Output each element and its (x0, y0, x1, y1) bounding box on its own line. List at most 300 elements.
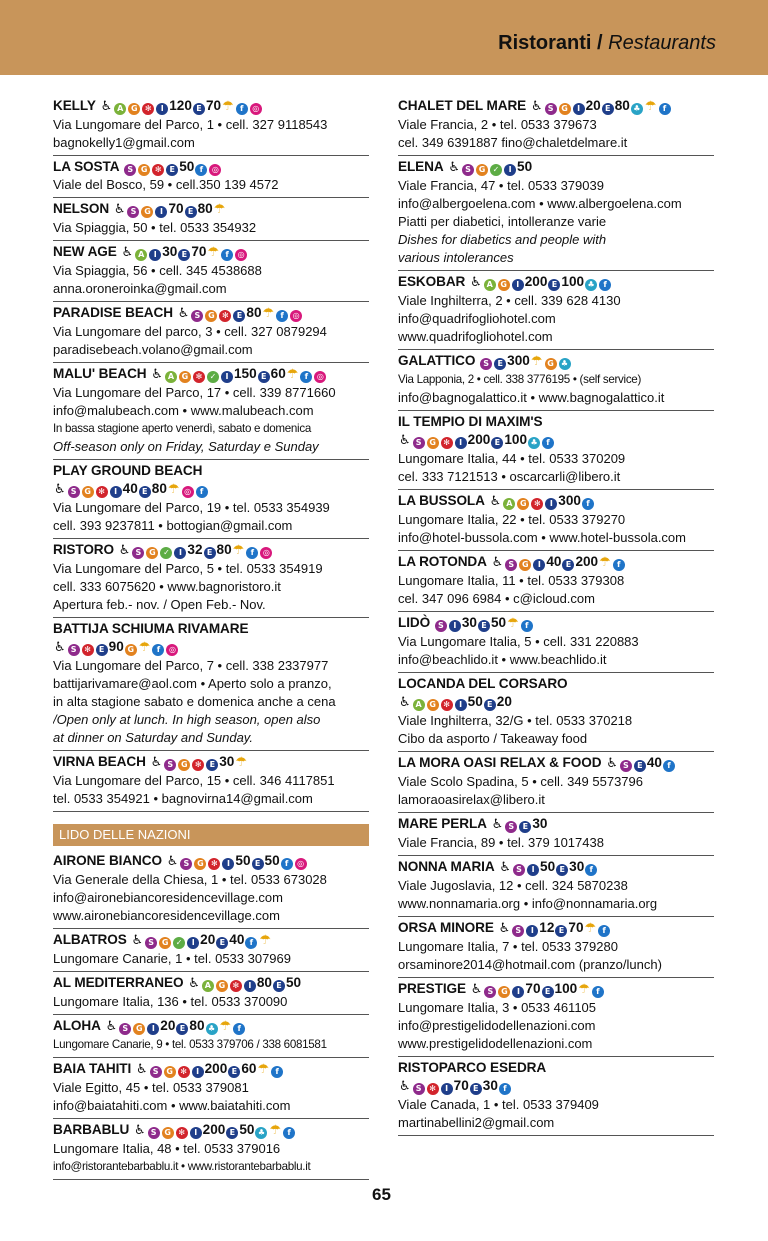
restaurant-detail-line: Via Lapponia, 2 • cell. 338 3776195 • (self service) (398, 373, 642, 386)
restaurant-detail-line: Viale del Bosco, 59 • cell.350 139 4572 (53, 177, 279, 192)
restaurant-name: KELLY (53, 98, 96, 113)
restaurant-detail-line: cel. 347 096 6984 • c@icloud.com (398, 591, 595, 606)
g-badge-icon: G (517, 498, 529, 510)
g-badge-icon: G (498, 986, 510, 998)
restaurant-detail-line: /Open only at lunch. In high season, open also (53, 712, 321, 727)
facebook-icon: f (246, 547, 258, 559)
wheelchair-icon: ♿ (135, 1062, 148, 1077)
restaurant-detail-line: Viale Francia, 2 • tel. 0533 379673 (398, 117, 597, 132)
umbrella-icon: ☂ (578, 982, 590, 997)
outdoor-seats-icon: E (470, 1083, 482, 1095)
restaurant-name-row (398, 675, 714, 693)
outdoor-seats-icon: E (273, 980, 285, 992)
seat-count: 20 (160, 1018, 176, 1033)
facebook-icon: f (281, 858, 293, 870)
umbrella-icon: ☂ (213, 202, 226, 217)
outdoor-seats-icon: E (634, 760, 646, 772)
facebook-icon: f (613, 559, 625, 571)
wheelchair-icon: ♿ (491, 817, 504, 832)
s-badge-icon: S (68, 486, 80, 498)
restaurant-detail-line: tel. 0533 354921 • bagnovirna14@gmail.com (53, 791, 313, 806)
restaurant-detail-line: Lungomare Italia, 48 • tel. 0533 379016 (53, 1141, 281, 1156)
wheelchair-icon: ♿ (470, 275, 482, 290)
restaurant-detail-line: Viale Inghilterra, 32/G • tel. 0533 370218 (398, 713, 633, 728)
restaurant-name-row (53, 1017, 369, 1036)
restaurant-name: BATTIJA SCHIUMA RIVAMARE (53, 621, 249, 636)
restaurant-name-row (53, 97, 369, 116)
wheelchair-icon: ♿ (134, 1123, 146, 1138)
restaurant-name-row (398, 858, 714, 877)
s-badge-icon: S (413, 437, 425, 449)
restaurant-detail-line: bagnokelly1@gmail.com (53, 135, 195, 150)
s-badge-icon: S (505, 821, 517, 833)
outdoor-seats-icon: E (548, 279, 560, 291)
restaurant-detail-line: Viale Francia, 47 • tel. 0533 379039 (398, 178, 604, 193)
restaurant-entry (398, 411, 714, 490)
restaurant-name-row (398, 614, 714, 633)
seat-count: 20 (200, 932, 216, 947)
restaurant-name-row (53, 852, 369, 871)
leaf-icon: ✓ (207, 371, 219, 383)
restaurant-name: PARADISE BEACH (53, 305, 173, 320)
facebook-icon: f (233, 1023, 245, 1035)
facebook-icon: f (245, 937, 257, 949)
wheelchair-icon: ♿ (151, 367, 163, 382)
seat-count: 80 (256, 975, 272, 990)
g-badge-icon: G (141, 206, 153, 218)
s-badge-icon: S (480, 358, 492, 370)
umbrella-icon: ☂ (644, 99, 657, 114)
restaurant-detail-line: Viale Francia, 89 • tel. 379 1017438 (398, 835, 604, 850)
umbrella-icon: ☂ (259, 933, 272, 948)
instagram-icon: ◎ (166, 644, 178, 656)
restaurant-name: NONNA MARIA (398, 859, 495, 874)
restaurant-detail-line: martinabellini2@gmail.com (398, 1115, 555, 1130)
indoor-seats-icon: I (155, 206, 167, 218)
restaurant-detail-line: Via Lungomare del Parco, 5 • tel. 0533 354919 (53, 561, 323, 576)
restaurant-entry (53, 751, 369, 812)
restaurant-name-row (398, 1059, 714, 1077)
umbrella-icon: ☂ (269, 1123, 282, 1138)
seat-count: 40 (122, 481, 138, 496)
restaurant-name-row (53, 462, 369, 480)
indoor-seats-icon: I (441, 1083, 453, 1095)
restaurant-detail-line: orsaminore2014@hotmail.com (pranzo/lunch) (398, 957, 662, 972)
indoor-seats-icon: I (455, 437, 467, 449)
s-badge-icon: S (484, 986, 496, 998)
pizza-icon: ✻ (82, 644, 94, 656)
s-badge-icon: S (148, 1127, 160, 1139)
g-badge-icon: G (138, 164, 150, 176)
restaurant-entry (53, 1015, 369, 1058)
seat-count: 60 (241, 1061, 257, 1076)
seat-count: 50 (490, 615, 507, 630)
facebook-icon: f (592, 986, 604, 998)
seat-count: 30 (532, 816, 548, 831)
sea-view-icon: ♣ (631, 103, 643, 115)
restaurant-detail-line: Cibo da asporto / Takeaway food (398, 731, 588, 746)
seat-count: 32 (187, 542, 203, 557)
seat-count: 80 (246, 305, 262, 320)
restaurant-name: IL TEMPIO DI MAXIM'S (398, 414, 543, 429)
restaurant-detail-line: Via Lungomare del parco, 3 • cell. 327 0879294 (53, 324, 327, 339)
seat-count: 30 (569, 859, 585, 874)
restaurant-entry (53, 241, 369, 302)
s-badge-icon: S (164, 759, 176, 771)
outdoor-seats-icon: E (226, 1127, 238, 1139)
indoor-seats-icon: I (526, 925, 538, 937)
restaurant-detail-line: Via Lungomare del Parco, 15 • cell. 346 4117851 (53, 773, 335, 788)
restaurant-detail-line: Viale Jugoslavia, 12 • cell. 324 5870238 (398, 878, 628, 893)
seat-count: 40 (546, 554, 562, 569)
g-badge-icon: G (162, 1127, 174, 1139)
indoor-seats-icon: I (449, 620, 461, 632)
restaurant-entry (53, 95, 369, 156)
instagram-icon: ◎ (182, 486, 194, 498)
restaurant-entry (398, 978, 714, 1057)
indoor-seats-icon: I (221, 371, 233, 383)
s-badge-icon: S (620, 760, 632, 772)
umbrella-icon: ☂ (286, 367, 299, 382)
facebook-icon: f (276, 310, 288, 322)
outdoor-seats-icon: E (602, 103, 614, 115)
indoor-seats-icon: I (545, 498, 557, 510)
restaurant-detail-line: cell. 393 9237811 • bottogian@gmail.com (53, 518, 293, 533)
restaurant-name: LA MORA OASI RELAX & FOOD (398, 755, 602, 770)
restaurant-name: BARBABLU (53, 1122, 130, 1137)
g-badge-icon: G (82, 486, 94, 498)
restaurant-name-row (398, 980, 714, 999)
g-badge-icon: G (476, 164, 488, 176)
seat-count: 12 (539, 920, 555, 935)
s-badge-icon: S (413, 1083, 425, 1095)
wheelchair-icon: ♿ (150, 755, 163, 770)
page-number: 65 (372, 1185, 391, 1204)
outdoor-seats-icon: E (562, 559, 574, 571)
g-badge-icon: G (427, 699, 439, 711)
restaurant-name: RISTORO (53, 542, 114, 557)
restaurant-name: VIRNA BEACH (53, 754, 146, 769)
indoor-seats-icon: I (149, 249, 161, 261)
s-badge-icon: S (132, 547, 144, 559)
facebook-icon: f (599, 279, 611, 291)
restaurant-detail-line: Via Spiaggia, 50 • tel. 0533 354932 (53, 220, 257, 235)
facebook-icon: f (300, 371, 312, 383)
pizza-icon: ✻ (230, 980, 242, 992)
seat-count: 50 (179, 159, 195, 174)
restaurant-name-row (53, 1121, 369, 1140)
restaurant-name-row (398, 273, 714, 292)
g-badge-icon: G (146, 547, 158, 559)
facebook-icon: f (521, 620, 533, 632)
restaurant-name: PLAY GROUND BEACH (53, 463, 203, 478)
outdoor-seats-icon: E (185, 206, 197, 218)
a-badge-icon: A (114, 103, 126, 115)
restaurant-detail-line: battijarivamare@aol.com • Aperto solo a pranzo, (53, 676, 332, 691)
seat-count: 50 (285, 975, 302, 990)
g-badge-icon: G (205, 310, 217, 322)
restaurant-detail-line: cel. 333 7121513 • oscarcarli@libero.it (398, 469, 621, 484)
facebook-icon: f (499, 1083, 511, 1095)
a-badge-icon: A (135, 249, 147, 261)
restaurant-detail-line: cell. 333 6075620 • www.bagnoristoro.it (53, 579, 281, 594)
seat-count: 80 (614, 98, 630, 113)
restaurant-name: BAIA TAHITI (53, 1061, 132, 1076)
restaurant-entry (53, 302, 369, 363)
indoor-seats-icon: I (573, 103, 585, 115)
wheelchair-icon: ♿ (54, 640, 66, 655)
instagram-icon: ◎ (260, 547, 272, 559)
wheelchair-icon: ♿ (489, 494, 502, 509)
restaurant-name: PRESTIGE (398, 981, 466, 996)
umbrella-icon: ☂ (584, 921, 597, 936)
wheelchair-icon: ♿ (606, 756, 618, 771)
header-title-italic: Restaurants (608, 32, 716, 54)
a-badge-icon: A (484, 279, 496, 291)
restaurant-detail-line: at dinner on Saturday and Sunday. (53, 730, 253, 745)
restaurant-detail-line: Lungomare Italia, 7 • tel. 0533 379280 (398, 939, 618, 954)
seat-count: 70 (205, 98, 222, 113)
outdoor-seats-icon: E (166, 164, 178, 176)
seat-count: 50 (467, 694, 483, 709)
pizza-icon: ✻ (441, 699, 453, 711)
outdoor-seats-icon: E (228, 1066, 240, 1078)
indoor-seats-icon: I (244, 980, 256, 992)
seat-count: 30 (482, 1078, 498, 1093)
restaurant-entry (53, 539, 369, 618)
restaurant-detail-line: anna.oroneroinka@gmail.com (53, 281, 227, 296)
restaurant-detail-line: www.prestigelidodellenazioni.com (398, 1036, 593, 1051)
outdoor-seats-icon: E (139, 486, 151, 498)
wheelchair-icon: ♿ (54, 482, 66, 497)
restaurant-name: CHALET DEL MARE (398, 98, 527, 113)
restaurant-name-row (53, 243, 369, 262)
umbrella-icon: ☂ (235, 755, 248, 770)
wheelchair-icon: ♿ (166, 854, 179, 869)
restaurant-name: NEW AGE (53, 244, 117, 259)
facebook-icon: f (283, 1127, 295, 1139)
restaurant-entry (53, 1058, 369, 1119)
indoor-seats-icon: I (110, 486, 122, 498)
restaurant-name-row (53, 620, 369, 638)
restaurant-entry (398, 1057, 714, 1136)
instagram-icon: ◎ (295, 858, 307, 870)
g-badge-icon: G (159, 937, 171, 949)
g-badge-icon: G (179, 371, 191, 383)
wheelchair-icon: ♿ (498, 921, 511, 936)
indoor-seats-icon: I (533, 559, 545, 571)
restaurant-detail-line: Via Lungomare Italia, 5 • cell. 331 220883 (398, 634, 639, 649)
restaurant-entry (53, 929, 369, 972)
g-badge-icon: G (545, 358, 557, 370)
section-band: LIDO DELLE NAZIONI (53, 824, 369, 846)
facebook-icon: f (152, 644, 164, 656)
restaurant-name-row (398, 919, 714, 938)
restaurant-detail-line: info@prestigelidodellenazioni.com (398, 1018, 596, 1033)
seat-count: 200 (575, 554, 599, 569)
wheelchair-icon: ♿ (177, 306, 190, 321)
outdoor-seats-icon: E (491, 437, 503, 449)
restaurant-entry (398, 752, 714, 813)
seat-count: 200 (524, 274, 548, 289)
umbrella-icon: ☂ (507, 616, 519, 631)
restaurant-name-row (53, 541, 369, 560)
leaf-icon: ✓ (173, 937, 185, 949)
restaurant-name-row (53, 974, 369, 993)
a-badge-icon: A (413, 699, 425, 711)
restaurant-detail-line: www.nonnamaria.org • info@nonnamaria.org (398, 896, 658, 911)
facebook-icon: f (236, 103, 248, 115)
header-title-bold: Ristoranti / (498, 32, 603, 54)
sea-view-icon: ♣ (585, 279, 597, 291)
restaurant-name-row (53, 753, 369, 772)
umbrella-icon: ☂ (222, 99, 234, 114)
restaurant-detail-line: Lungomare Italia, 3 • 0533 461105 (398, 1000, 597, 1015)
facebook-icon: f (585, 864, 597, 876)
seat-count: 120 (169, 98, 192, 113)
amenity-icons (398, 693, 714, 712)
seat-count: 90 (108, 639, 124, 654)
restaurant-entry (398, 917, 714, 978)
indoor-seats-icon: I (156, 103, 168, 115)
restaurant-entry (398, 551, 714, 612)
amenity-icons (398, 431, 714, 450)
restaurant-detail-line: Apertura feb.- nov. / Open Feb.- Nov. (53, 597, 266, 612)
seat-count: 300 (507, 353, 530, 368)
outdoor-seats-icon: E (233, 310, 245, 322)
restaurant-entry (398, 813, 714, 856)
restaurant-name: LOCANDA DEL CORSARO (398, 676, 568, 691)
restaurant-name-row (398, 815, 714, 834)
restaurant-detail-line: info@aironebiancoresidencevillage.com (53, 890, 283, 905)
wheelchair-icon: ♿ (118, 543, 131, 558)
indoor-seats-icon: I (455, 699, 467, 711)
restaurant-name-row (398, 352, 714, 371)
s-badge-icon: S (435, 620, 447, 632)
restaurant-entry (398, 490, 714, 551)
facebook-icon: f (663, 760, 675, 772)
seat-count: 200 (467, 432, 491, 447)
seat-count: 50 (264, 853, 280, 868)
outdoor-seats-icon: E (252, 858, 264, 870)
restaurant-detail-line: paradisebeach.volano@gmail.com (53, 342, 253, 357)
restaurant-detail-line: info@baiatahiti.com • www.baiatahiti.com (53, 1098, 291, 1113)
outdoor-seats-icon: E (178, 249, 190, 261)
indoor-seats-icon: I (504, 164, 516, 176)
outdoor-seats-icon: E (542, 986, 554, 998)
g-badge-icon: G (164, 1066, 176, 1078)
restaurant-name-row (398, 754, 714, 773)
g-badge-icon: G (427, 437, 439, 449)
restaurant-detail-line: www.quadrifogliohotel.com (398, 329, 553, 344)
instagram-icon: ◎ (314, 371, 326, 383)
a-badge-icon: A (202, 980, 214, 992)
wheelchair-icon: ♿ (399, 695, 411, 710)
seat-count: 30 (461, 615, 477, 630)
restaurant-detail-line: various intolerances (398, 250, 514, 265)
seat-count: 50 (239, 1122, 255, 1137)
pizza-icon: ✻ (441, 437, 453, 449)
restaurant-detail-line: Dishes for diabetics and people with (398, 232, 607, 247)
outdoor-seats-icon: E (519, 821, 531, 833)
seat-count: 300 (558, 493, 581, 508)
restaurant-detail-line: info@hotel-bussola.com • www.hotel-bussola.com (398, 530, 686, 545)
g-badge-icon: G (128, 103, 140, 115)
restaurant-detail-line: Viale Egitto, 45 • tel. 0533 379081 (53, 1080, 249, 1095)
seat-count: 20 (496, 694, 512, 709)
restaurant-entry (398, 673, 714, 752)
wheelchair-icon: ♿ (100, 99, 113, 114)
restaurant-name: MARE PERLA (398, 816, 487, 831)
leaf-icon: ✓ (490, 164, 502, 176)
instagram-icon: ◎ (235, 249, 247, 261)
restaurant-detail-line: Via Lungomare del Parco, 19 • tel. 0533 354939 (53, 500, 330, 515)
wheelchair-icon: ♿ (530, 99, 543, 114)
restaurant-detail-line: Via Lungomare del Parco, 7 • cell. 338 2337977 (53, 658, 329, 673)
restaurant-detail-line: Lungomare Canarie, 9 • tel. 0533 379706 / 338 6081581 (53, 1038, 327, 1051)
seat-count: 50 (517, 159, 533, 174)
restaurant-name: GALATTICO (398, 353, 476, 368)
facebook-icon: f (542, 437, 554, 449)
indoor-seats-icon: I (147, 1023, 159, 1035)
restaurant-detail-line: Lungomare Italia, 22 • tel. 0533 379270 (398, 512, 626, 527)
pizza-icon: ✻ (96, 486, 108, 498)
indoor-seats-icon: I (512, 279, 524, 291)
right-column (398, 95, 714, 1136)
indoor-seats-icon: I (222, 858, 234, 870)
outdoor-seats-icon: E (193, 103, 205, 115)
indoor-seats-icon: I (512, 986, 524, 998)
restaurant-entry (53, 460, 369, 539)
facebook-icon: f (271, 1066, 283, 1078)
wheelchair-icon: ♿ (448, 160, 461, 175)
indoor-seats-icon: I (174, 547, 186, 559)
wheelchair-icon: ♿ (491, 555, 504, 570)
restaurant-name: LA ROTONDA (398, 554, 487, 569)
seat-count: 70 (191, 244, 207, 259)
restaurant-entry (398, 95, 714, 156)
seat-count: 70 (568, 920, 584, 935)
restaurant-name-row (398, 553, 714, 572)
seat-count: 70 (453, 1078, 469, 1093)
restaurant-name: NELSON (53, 201, 110, 216)
restaurant-name: AL MEDITERRANEO (53, 975, 184, 990)
restaurant-name: ALBATROS (53, 932, 127, 947)
restaurant-detail-line: Lungomare Italia, 11 • tel. 0533 379308 (398, 573, 625, 588)
seat-count: 200 (202, 1122, 226, 1137)
outdoor-seats-icon: E (216, 937, 228, 949)
restaurant-name-row (53, 1060, 369, 1079)
restaurant-detail-line: Via Generale della Chiesa, 1 • tel. 0533 673028 (53, 872, 327, 887)
restaurant-name: ORSA MINORE (398, 920, 494, 935)
restaurant-detail-line: Via Spiaggia, 56 • cell. 345 4538688 (53, 263, 262, 278)
restaurant-entry (398, 156, 714, 271)
umbrella-icon: ☂ (207, 245, 220, 260)
wheelchair-icon: ♿ (113, 202, 126, 217)
restaurant-name-row (53, 931, 369, 950)
seat-count: 100 (561, 274, 585, 289)
restaurant-detail-line: Off-season only on Friday, Saturday e Sunday (53, 439, 319, 454)
wheelchair-icon: ♿ (121, 245, 134, 260)
seat-count: 60 (270, 366, 286, 381)
seat-count: 200 (204, 1061, 228, 1076)
seat-count: 70 (525, 981, 541, 996)
seat-count: 80 (189, 1018, 205, 1033)
seat-count: 150 (233, 366, 257, 381)
g-badge-icon: G (498, 279, 510, 291)
instagram-icon: ◎ (250, 103, 262, 115)
wheelchair-icon: ♿ (499, 860, 512, 875)
